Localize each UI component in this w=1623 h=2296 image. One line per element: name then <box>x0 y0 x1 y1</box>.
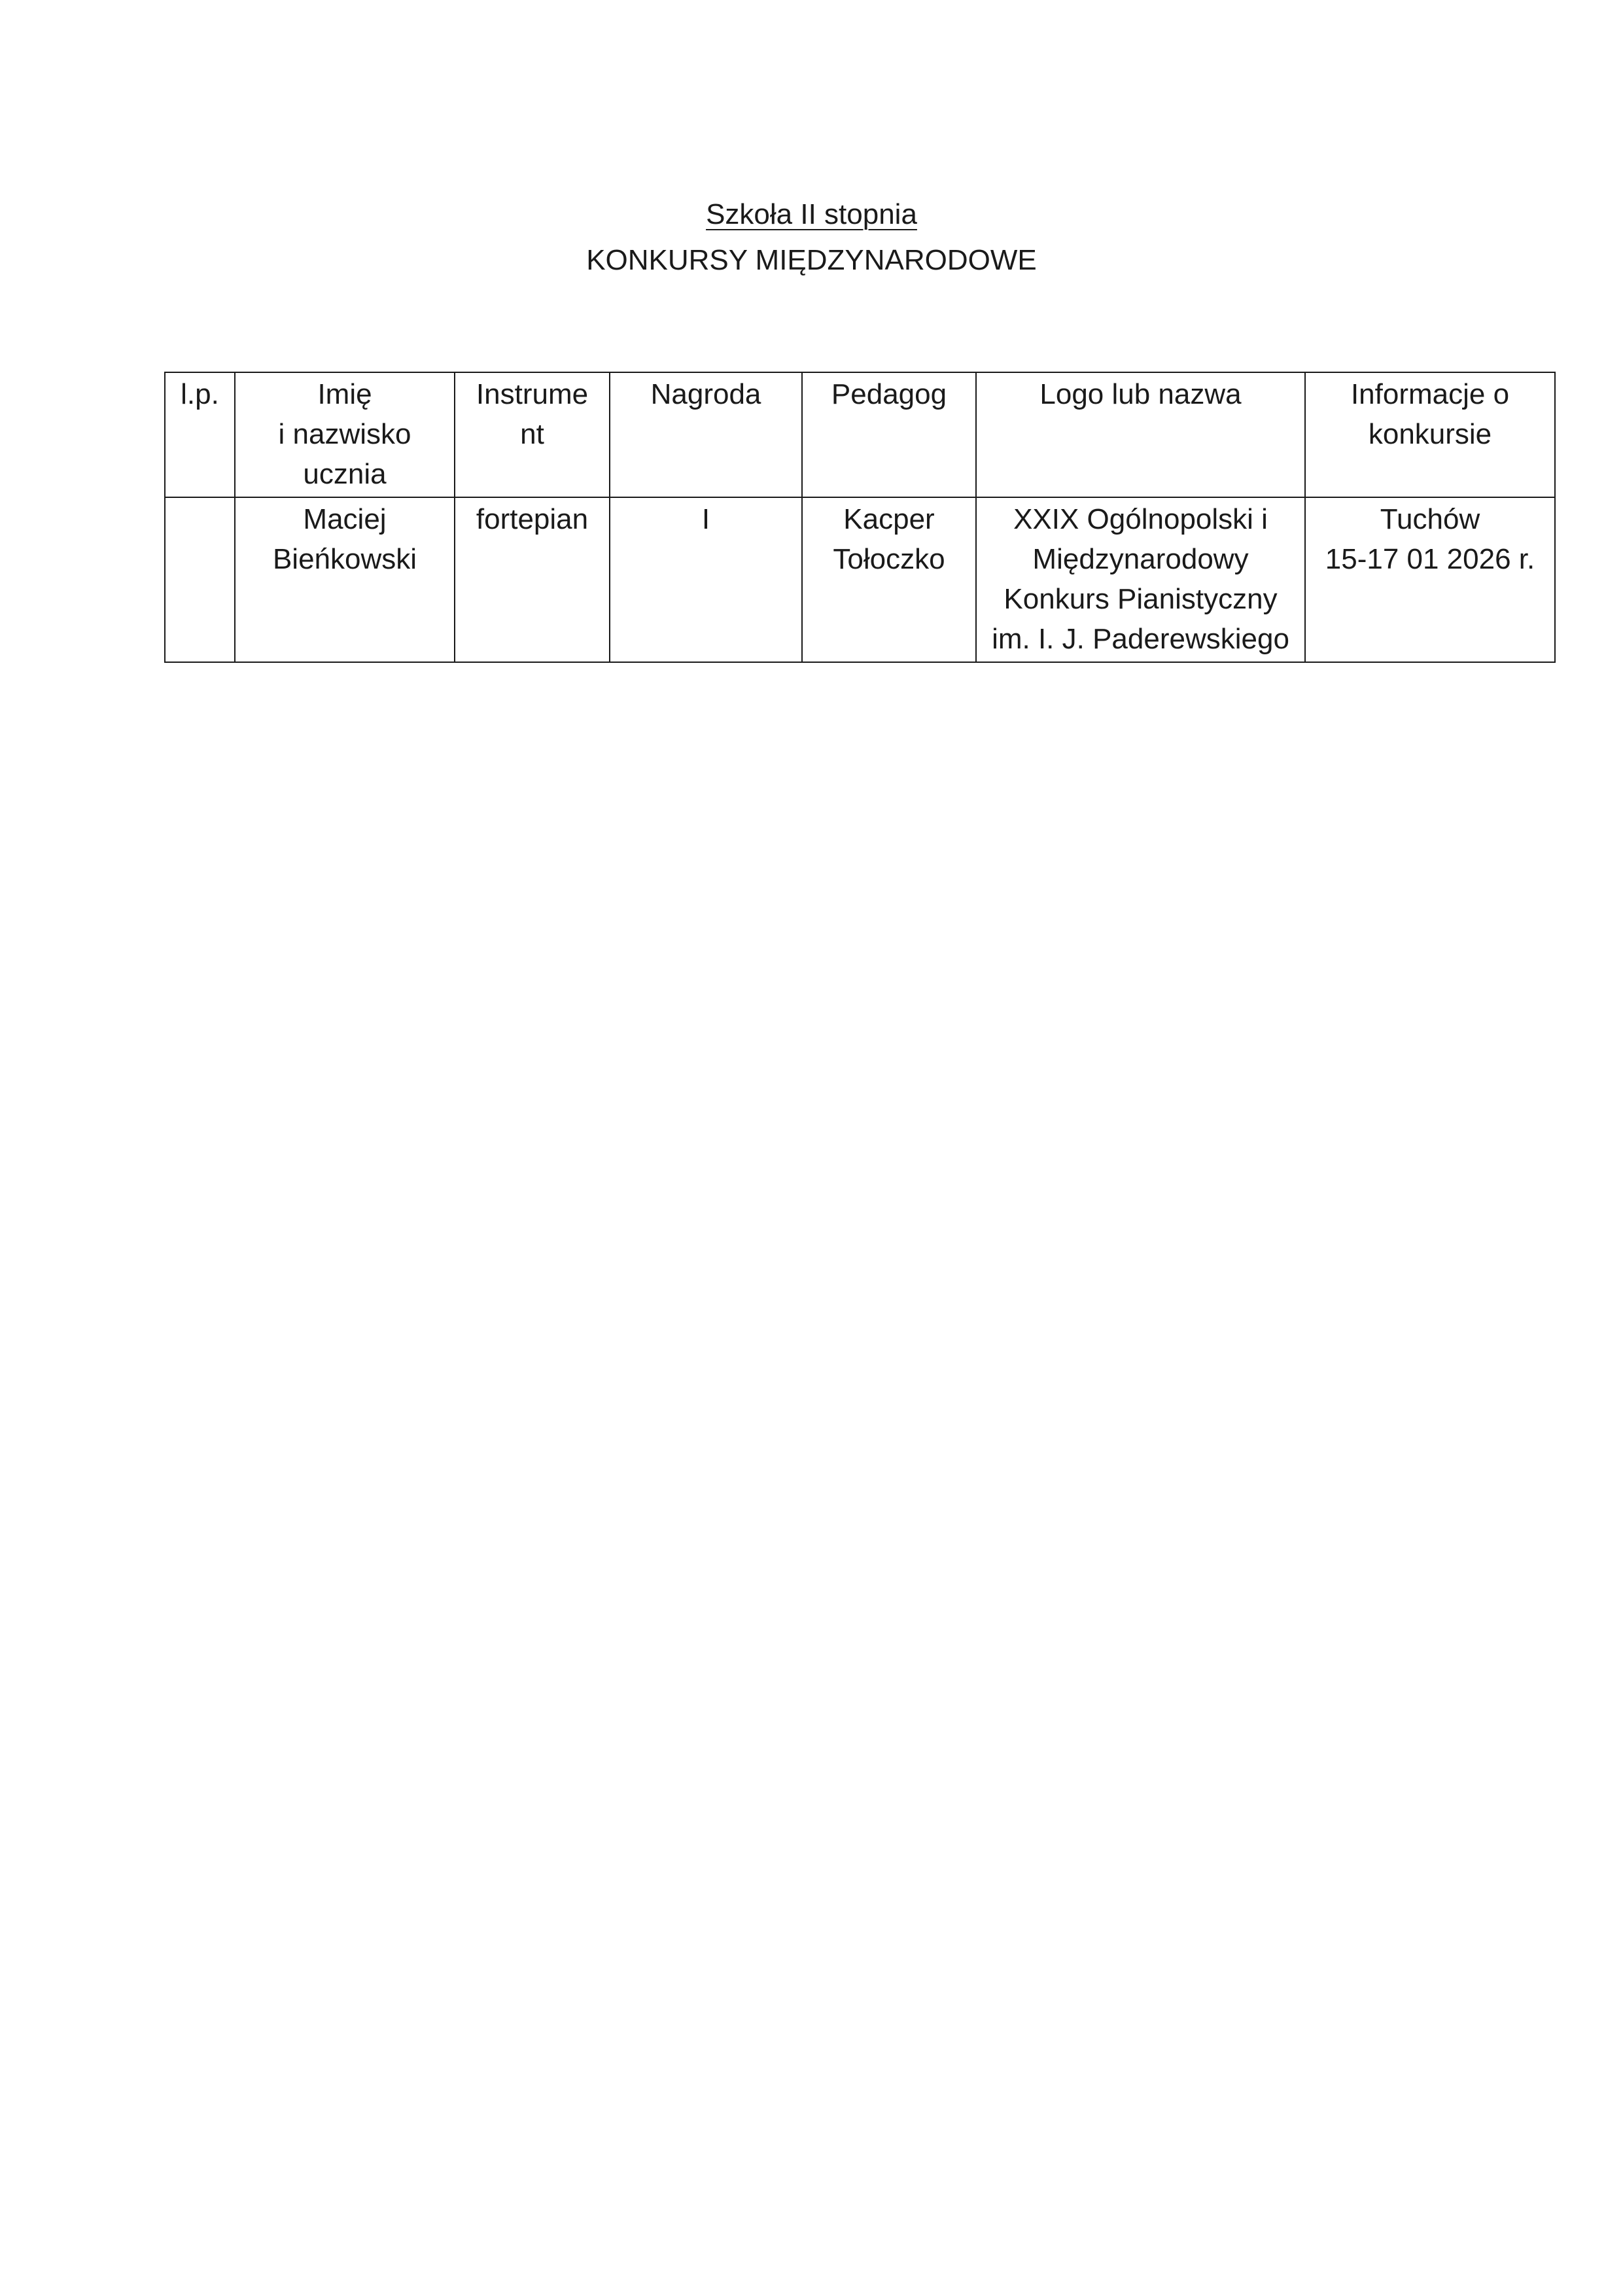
header-instrument: Instrume nt <box>455 372 610 497</box>
cell-award: I <box>610 497 802 662</box>
cell-lp <box>165 497 235 662</box>
cell-teacher: Kacper Tołoczko <box>802 497 976 662</box>
school-level-text: Szkoła II stopnia <box>706 198 917 230</box>
cell-competition-info: Tuchów 15-17 01 2026 r. <box>1305 497 1555 662</box>
header-award: Nagroda <box>610 372 802 497</box>
competitions-table <box>164 372 1556 663</box>
table-header-row <box>165 372 1555 497</box>
cell-competition-name: XXIX Ogólnopolski i Międzynarodowy Konkurs Pianistyczny im. I. J. Paderewskiego <box>976 497 1305 662</box>
header-logo-or-name: Logo lub nazwa <box>976 372 1305 497</box>
page-title: KONKURSY MIĘDZYNARODOWE <box>586 244 1037 276</box>
header-teacher: Pedagog <box>802 372 976 497</box>
cell-instrument: fortepian <box>455 497 610 662</box>
header-student-name: Imię i nazwisko ucznia <box>235 372 455 497</box>
school-level-heading <box>0 195 1623 234</box>
table-row <box>165 497 1555 662</box>
header-competition-info: Informacje o konkursie <box>1305 372 1555 497</box>
cell-student-name: Maciej Bieńkowski <box>235 497 455 662</box>
header-lp: l.p. <box>165 372 235 497</box>
